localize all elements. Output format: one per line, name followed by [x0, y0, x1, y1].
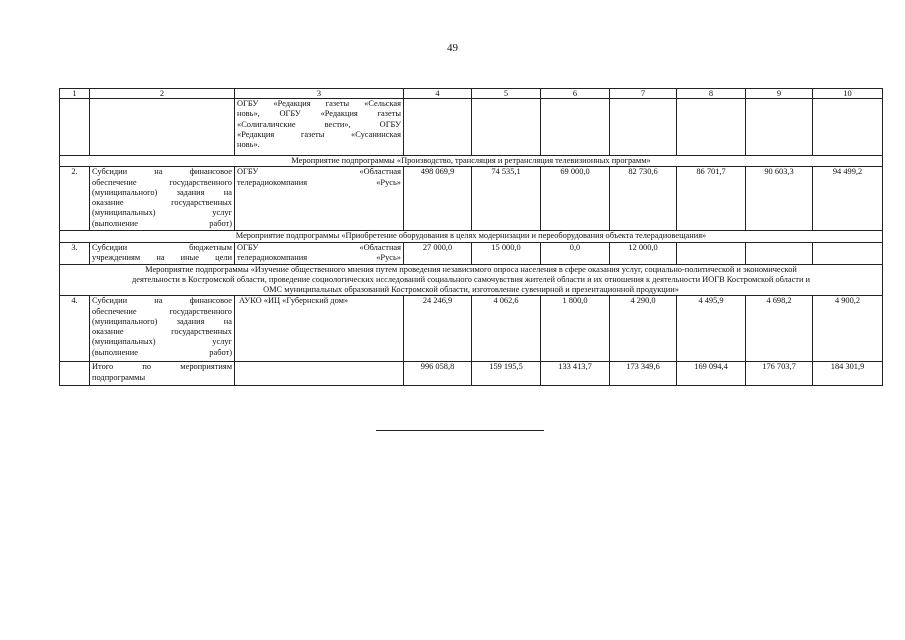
- total-value-cell: 133 413,7: [541, 362, 610, 386]
- value-cell: 74 535,1: [472, 167, 541, 231]
- executor-line: новь».: [237, 140, 260, 149]
- total-value-cell: 169 094,4: [677, 362, 746, 386]
- description-cell: [90, 242, 235, 264]
- description-line: Субсидии на финансовое: [92, 296, 232, 306]
- executor-line: «Солигаличские вести», ОГБУ: [237, 119, 401, 129]
- total-label-cell: [90, 362, 235, 386]
- bottom-divider-line: [376, 430, 544, 431]
- value-cell: 4 062,6: [472, 296, 541, 362]
- column-number: 8: [677, 89, 746, 99]
- description-line: учреждениям на иные цели: [92, 252, 232, 262]
- table-row: [60, 242, 883, 264]
- section-heading-row: [60, 156, 883, 167]
- executor-cell: [235, 362, 404, 386]
- total-value-cell: 996 058,8: [404, 362, 472, 386]
- description-line: Субсидии бюджетным: [92, 242, 232, 252]
- column-number: 5: [472, 89, 541, 99]
- description-line: оказание государственных: [92, 327, 232, 336]
- total-row: [60, 362, 883, 386]
- description-line: (выполнение работ): [92, 218, 232, 228]
- value-cell: 4 495,9: [677, 296, 746, 362]
- page-number: 49: [447, 42, 458, 54]
- description-cell: [90, 167, 235, 231]
- column-number-row: [60, 89, 883, 99]
- budget-table: [59, 88, 883, 386]
- value-cell: 4 900,2: [813, 296, 883, 362]
- table-row: [60, 296, 883, 362]
- value-cell: [813, 99, 883, 156]
- section-heading-line: ОМС муниципальных образований Костромской области, изготовление сувенирной и презентационной продукции»: [263, 285, 679, 294]
- total-value-cell: 176 703,7: [746, 362, 813, 386]
- section-heading-line: деятельности в Костромской области, проведение социологических исследований социального самочувствия жителей области и их отношения к деятельности ИОГВ Костромской области и: [131, 274, 811, 284]
- value-cell: [746, 99, 813, 156]
- section-heading: Мероприятие подпрограммы «Приобретение оборудования в целях модернизации и переоборудования объекта телерадиовещания»: [60, 231, 883, 242]
- value-cell: 15 000,0: [472, 242, 541, 264]
- description-cell: [90, 99, 235, 156]
- value-cell: 4 290,0: [610, 296, 677, 362]
- total-label-line: Итого по мероприятиям: [92, 362, 232, 372]
- column-number: 6: [541, 89, 610, 99]
- value-cell: [746, 242, 813, 264]
- value-cell: [541, 99, 610, 156]
- description-line: (муниципального) задания на: [92, 187, 232, 197]
- description-line: (выполнение работ): [92, 347, 232, 357]
- description-line: Субсидии на финансовое: [92, 167, 232, 177]
- description-line: обеспечение государственного: [92, 177, 232, 187]
- executor-cell: [235, 167, 404, 231]
- value-cell: [813, 242, 883, 264]
- value-cell: 1 800,0: [541, 296, 610, 362]
- value-cell: 27 000,0: [404, 242, 472, 264]
- section-heading: Мероприятие подпрограммы «Производство, трансляция и ретрансляция телевизионных программ»: [60, 156, 883, 167]
- description-cell: [90, 296, 235, 362]
- executor-line: ОГБУ «Областная: [237, 242, 401, 252]
- total-value-cell: 173 349,6: [610, 362, 677, 386]
- executor-line: новь», ОГБУ «Редакция газеты: [237, 109, 401, 119]
- value-cell: 82 730,6: [610, 167, 677, 231]
- value-cell: [404, 99, 472, 156]
- row-number: 3.: [60, 242, 90, 264]
- column-number: 1: [60, 89, 90, 99]
- executor-line: телерадиокомпания «Русь»: [237, 177, 401, 187]
- value-cell: 94 499,2: [813, 167, 883, 231]
- executor-cell: [235, 99, 404, 156]
- column-number: 2: [90, 89, 235, 99]
- total-value-cell: 159 195,5: [472, 362, 541, 386]
- value-cell: 12 000,0: [610, 242, 677, 264]
- description-line: (муниципальных) услуг: [92, 337, 232, 347]
- column-number: 4: [404, 89, 472, 99]
- executor-cell: [235, 242, 404, 264]
- executor-line: ОГБУ «Редакция газеты «Сельская: [237, 99, 401, 108]
- value-cell: 69 000,0: [541, 167, 610, 231]
- section-heading: [60, 264, 883, 296]
- row-number: 2.: [60, 167, 90, 231]
- table-row-continuation: [60, 99, 883, 156]
- table-row: [60, 167, 883, 231]
- value-cell: [677, 99, 746, 156]
- value-cell: [472, 99, 541, 156]
- description-line: обеспечение государственного: [92, 306, 232, 316]
- column-number: 10: [813, 89, 883, 99]
- section-heading-row: [60, 231, 883, 242]
- executor-cell: АУКО «ИЦ «Губернский дом»: [235, 296, 404, 362]
- total-value-cell: 184 301,9: [813, 362, 883, 386]
- value-cell: 0,0: [541, 242, 610, 264]
- total-label-line: подпрограммы: [92, 372, 146, 382]
- value-cell: 90 603,3: [746, 167, 813, 231]
- column-number: 7: [610, 89, 677, 99]
- description-line: оказание государственных: [92, 198, 232, 207]
- column-number: 3: [235, 89, 404, 99]
- value-cell: [610, 99, 677, 156]
- description-line: (муниципальных) услуг: [92, 208, 232, 218]
- row-number-cell: [60, 362, 90, 386]
- row-number: 4.: [60, 296, 90, 362]
- value-cell: 498 069,9: [404, 167, 472, 231]
- executor-line: ОГБУ «Областная: [237, 167, 401, 177]
- row-number-cell: [60, 99, 90, 156]
- value-cell: 86 701,7: [677, 167, 746, 231]
- executor-line: «Редакция газеты «Сусанинская: [237, 129, 401, 139]
- value-cell: 24 246,9: [404, 296, 472, 362]
- description-line: (муниципального) задания на: [92, 316, 232, 326]
- column-number: 9: [746, 89, 813, 99]
- section-heading-line: Мероприятие подпрограммы «Изучение общественного мнения путем проведения независимого опроса населения в сфере оказания услуг, социально-политической и экономической: [145, 264, 797, 274]
- value-cell: [677, 242, 746, 264]
- executor-line: телерадиокомпания «Русь»: [237, 252, 401, 262]
- value-cell: 4 698,2: [746, 296, 813, 362]
- section-heading-row: [60, 264, 883, 296]
